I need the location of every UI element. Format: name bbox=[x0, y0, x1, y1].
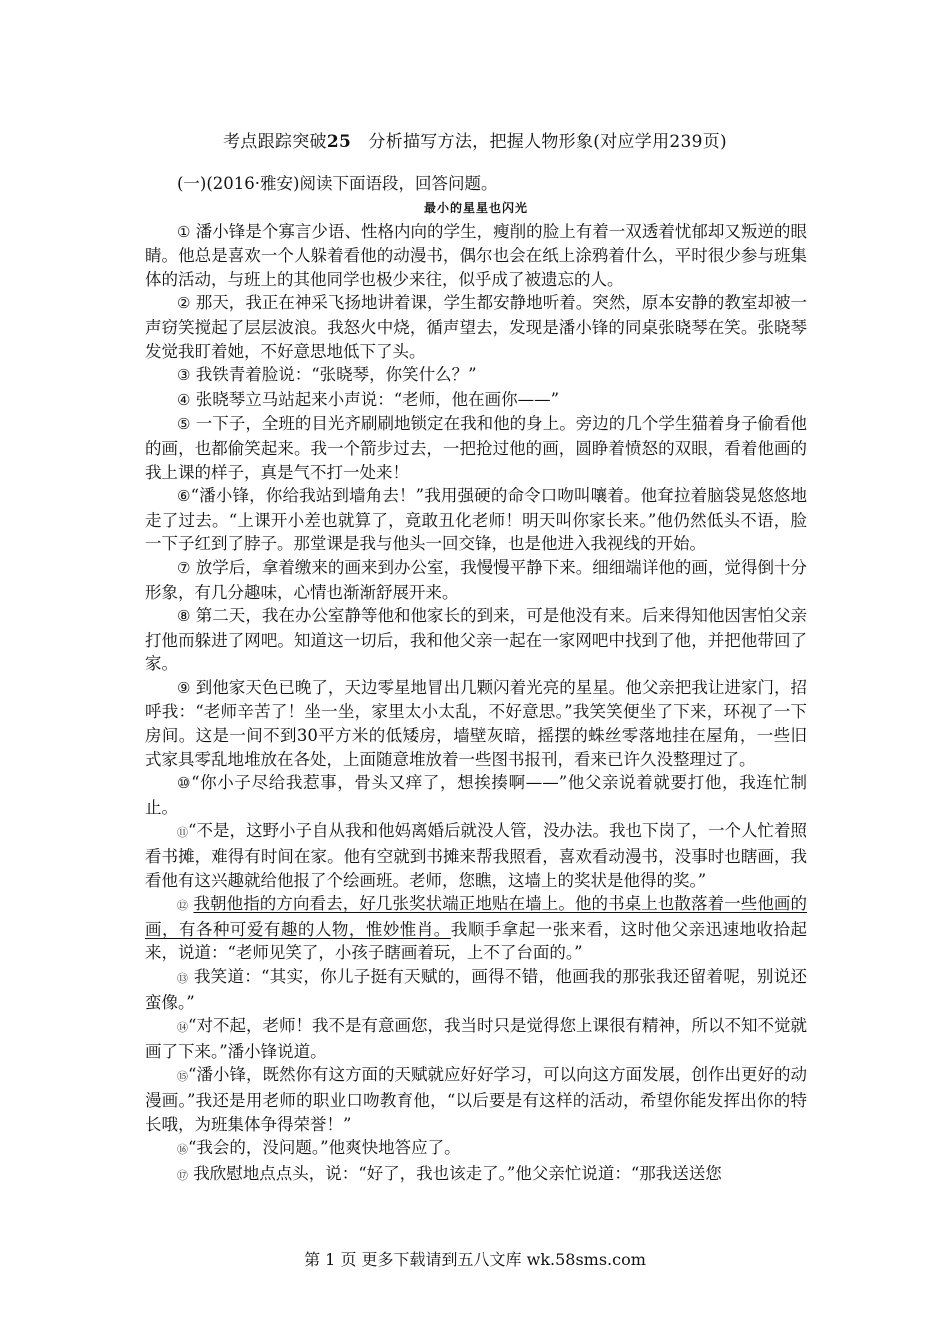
paragraph-text: “你小子尽给我惹事，骨头又痒了，想挨揍啊——”他父亲说着就要打他，我连忙制止。 bbox=[145, 773, 808, 817]
paragraph bbox=[145, 771, 807, 819]
paragraph-number: ④ bbox=[177, 390, 191, 409]
paragraph-text: “不是，这野小子自从我和他妈离婚后就没人管，没办法。我也下岗了，一个人忙着照看书摊，难得有时间在家。他有空就到书摊来帮我照看，喜欢看动漫书，没事时也瞎画，我看他有这兴趣就给他报了个绘画班。老师，您瞧，这墙上的奖状是他得的奖。” bbox=[145, 821, 808, 890]
header-prefix: 考点跟踪突破 bbox=[223, 132, 327, 152]
paragraph-text: 我欣慰地点点头，说：“好了，我也该走了。”他父亲忙说道：“那我送送您 bbox=[193, 1163, 722, 1183]
paragraph-number: ⑭ bbox=[177, 1021, 189, 1035]
paragraph-text: 放学后，拿着缴来的画来到办公室，我慢慢平静下来。细细端详他的画，觉得倒十分形象，有几分趣味，心情也渐渐舒展开来。 bbox=[145, 557, 808, 602]
paragraph-text: 我铁青着脸说：“张晓琴，你笑什么？” bbox=[195, 365, 477, 385]
paragraph-text: “我会的，没问题。”他爽快地答应了。 bbox=[188, 1138, 461, 1158]
paragraph-number: ⑥ bbox=[177, 487, 191, 506]
paragraph-text: 那天，我正在神采飞扬地讲着课，学生都安静地听着。突然，原本安静的教室却被一声窃笑搅起了层层波浪。我怒火中烧，循声望去，发现是潘小锋的同桌张晓琴在笑。张晓琴发觉我盯着她，不好意思地低下了头。 bbox=[145, 293, 808, 361]
paragraph bbox=[145, 892, 807, 965]
paragraph-text: 到他家天色已晚了，天边零星地冒出几颗闪着光亮的星星。他父亲把我让进家门，招呼我：“老师辛苦了！坐一坐，家里太小太乱，不好意思。”我笑笑便坐了下来，环视了一下房间。这是一间不到30平方米的低矮房，墙壁灰暗，摇摆的蛛丝零落地挂在屋角，一些旧式家具零乱地堆放在各处，上面随意堆放着一些图书报刊，看来已许久没整理过了。 bbox=[145, 677, 808, 769]
paragraph-number: ⑰ bbox=[177, 1168, 188, 1182]
page-footer: 第 1 页 更多下载请到五八文库 wk.58sms.com bbox=[304, 1250, 646, 1269]
paragraph bbox=[145, 363, 807, 388]
article bbox=[145, 172, 807, 1187]
paragraph-text: 我顺手拿起一张来看，这时他父亲迅速地收拾起来，说道：“老师见笑了，小孩子瞎画着玩，上不了台面的。” bbox=[145, 919, 808, 963]
paragraph-text: 张晓琴立马站起来小声说：“老师，他在画你——” bbox=[195, 389, 560, 409]
paragraph bbox=[145, 965, 807, 1014]
paragraph bbox=[145, 1136, 807, 1162]
underlined-passage: 我朝他指的方向看去，好几张奖状端正地贴在墙上。他的书桌上也散落着一些他画的画，有各种可爱有趣的人物，惟妙惟肖。 bbox=[145, 894, 808, 939]
paragraph-number: ⑧ bbox=[177, 607, 191, 626]
paragraph-number: ⑮ bbox=[177, 1070, 189, 1084]
intro-line: (一)(2016·雅安)阅读下面语段，回答问题。 bbox=[177, 174, 498, 193]
paragraph-number: ⑦ bbox=[177, 558, 191, 577]
paragraph-number: ③ bbox=[177, 366, 191, 385]
paragraph-text: “对不起，老师！我不是有意画您，我当时只是觉得您上课很有精神，所以不知不觉就画了下来。”潘小锋说道。 bbox=[145, 1016, 808, 1061]
paragraph bbox=[145, 1162, 807, 1188]
paragraph-number: ⑩ bbox=[177, 774, 192, 793]
paragraph-number: ⑨ bbox=[177, 678, 191, 697]
paragraph-text: “潘小锋，既然你有这方面的天赋就应好好学习，可以向这方面发展，创作出更好的动漫画。”我还是用老师的职业口吻教育他，“以后要是有这样的活动，希望你能发挥出你的特长哦，为班集体争得荣誉！” bbox=[145, 1065, 808, 1134]
paragraph bbox=[145, 819, 807, 892]
paragraph bbox=[145, 604, 807, 676]
paragraph-text: 第二天，我在办公室静等他和他家长的到来，可是他没有来。后来得知他因害怕父亲打他而躲进了网吧。知道这一切后，我和他父亲一起在一家网吧中找到了他，并把他带回了家。 bbox=[145, 606, 808, 674]
paragraph bbox=[145, 412, 807, 484]
paragraph bbox=[145, 220, 807, 292]
paragraph-text: 我笑道：“其实，你儿子挺有天赋的，画得不错，他画我的那张我还留着呢，别说还蛮像。” bbox=[145, 967, 808, 1012]
paragraph-text: “潘小锋，你给我站到墙角去！”我用强硬的命令口吻叫嚷着。他耷拉着脑袋晃悠悠地走了过去。“上课开小差也就算了，竟敢丑化老师！明天叫你家长来。”他仍然低头不语，脸一下子红到了脖子。那堂课是我与他头一回交锋，也是他进入我视线的开始。 bbox=[145, 486, 808, 554]
page-header bbox=[0, 127, 950, 152]
header-title: 分析描写方法，把握人物形象(对应学用239页) bbox=[351, 132, 727, 152]
paragraph bbox=[145, 388, 807, 413]
paragraph bbox=[145, 484, 807, 556]
paragraph bbox=[145, 1063, 807, 1136]
paragraph-number: ① bbox=[177, 222, 191, 241]
paragraph-number: ⑬ bbox=[177, 972, 189, 985]
paragraph-number: ⑪ bbox=[177, 826, 189, 840]
paragraph bbox=[145, 676, 807, 771]
paragraph bbox=[145, 291, 807, 363]
paragraph-number: ② bbox=[177, 294, 191, 313]
paragraph-number: ⑤ bbox=[177, 415, 191, 434]
article-title: 最小的星星也闪光 bbox=[423, 200, 528, 215]
paragraph-text: 潘小锋是个寡言少语、性格内向的学生，瘦削的脸上有着一双透着忧郁却又叛逆的眼睛。他总是喜欢一个人躲着看他的动漫书，偶尔也会在纸上涂鸦着什么，平时很少参与班集体的活动，与班上的其他同学也极少来往，似乎成了被遗忘的人。 bbox=[145, 221, 808, 289]
header-number: 25 bbox=[326, 132, 352, 152]
paragraph bbox=[145, 1014, 807, 1063]
paragraph bbox=[145, 556, 807, 604]
paragraph-text: 一下子，全班的目光齐刷刷地锁定在我和他的身上。旁边的几个学生猫着身子偷看他的画，也都偷笑起来。我一个箭步过去，一把抢过他的画，圆睁着愤怒的双眼，看着他画的我上课的样子，真是气不打一处来！ bbox=[145, 414, 808, 482]
paragraph-number: ⑫ bbox=[177, 899, 189, 913]
paragraph-number: ⑯ bbox=[177, 1143, 188, 1157]
